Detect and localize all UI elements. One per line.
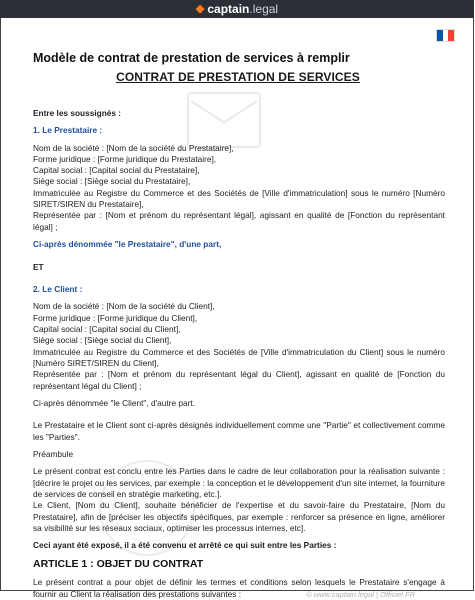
client-line: Forme juridique : [Forme juridique du Client],	[33, 312, 198, 323]
preambule-paragraph: Le Client, [Nom du Client], souhaite bénéficier de l'expertise et du savoir-faire du Prestataire, [Nom du Prestataire], afin de [préciser les objectifs spécifiques, par exemple : renforcer sa présence en ligne, améliorer sa visibilité sur les réseaux sociaux, optimiser les processus internes, etc].	[33, 500, 445, 533]
prestataire-line: Forme juridique : [Forme juridique du Prestataire],	[33, 153, 217, 164]
client-line: Capital social : [Capital social du Client],	[33, 324, 181, 335]
client-denomination: Ci-après dénommée "le Client", d'autre part.	[33, 397, 195, 408]
parties-definition: Le Prestataire et le Client sont ci-après désignés individuellement comme une "Partie" et collectivement comme les "Parties".	[33, 420, 445, 442]
contract-body	[33, 102, 445, 600]
prestataire-line: Siège social : [Siège social du Prestataire],	[33, 176, 191, 187]
brand-tld: .legal	[249, 2, 279, 16]
brand-name: captain	[207, 2, 250, 16]
preambule-paragraph: Le présent contrat est conclu entre les Parties dans le cadre de leur collaboration pour la réalisation suivante : [décrire le projet ou les services, par exemple : la conception et le développement d'un site internet, la fourniture de services de conseil en stratégie marketing, etc.].	[33, 466, 445, 499]
client-line: Représentée par : [Nom et prénom du représentant légal du Client], agissant en qualité de [Fonction du représentant légal du Client] ;	[33, 369, 445, 391]
article-1-text: Le présent contrat a pour objet de définir les termes et conditions selon lesquels le Prestataire s'engage à fournir au Client la réalisation des prestations suivantes :	[33, 577, 445, 599]
captain-logo-icon: ◆	[195, 2, 205, 15]
document-title: Modèle de contrat de prestation de services à remplir	[33, 51, 350, 65]
prestataire-line: Représentée par : [Nom et prénom du représentant légal], agissant en qualité de [Fonction du représentant légal] ;	[33, 210, 445, 232]
prestataire-denomination: Ci-après dénommée "le Prestataire", d'une part,	[33, 238, 222, 249]
prestataire-line: Immatriculée au Registre du Commerce et des Sociétés de [Ville d'immatriculation] sous le numéro [Numéro SIRET/SIREN du Prestataire],	[33, 187, 445, 210]
prestataire-line: Nom de la société : [Nom de la société du Prestataire],	[33, 142, 234, 153]
ceci-ayant-ete-expose: Ceci ayant été exposé, il a été convenu et arrêté ce qui suit entre les Parties :	[33, 540, 337, 551]
client-heading: 2. Le Client :	[33, 284, 83, 295]
document-page	[0, 18, 474, 599]
prestataire-line: Capital social : [Capital social du Prestataire],	[33, 165, 200, 176]
preambule-title: Préambule	[33, 449, 74, 460]
client-line: Siège social : [Siège social du Client],	[33, 335, 172, 346]
client-line: Nom de la société : [Nom de la société du Client],	[33, 301, 215, 312]
et-separator: ET	[33, 261, 44, 272]
footer-watermark: © www.captain.legal | Officiel FR	[306, 590, 415, 599]
article-1-heading: ARTICLE 1 : OBJET DU CONTRAT	[33, 558, 204, 571]
entre-les-soussignes: Entre les soussignés :	[33, 108, 122, 118]
top-bar	[0, 0, 474, 18]
contract-title: CONTRAT DE PRESTATION DE SERVICES	[116, 70, 360, 84]
captain-legal-logo[interactable]	[196, 2, 278, 16]
client-line: Immatriculée au Registre du Commerce et des Sociétés de [Ville d'immatriculation du Client] sous le numéro [Numéro SIRET/SIREN du Client],	[33, 346, 445, 368]
prestataire-heading: 1. Le Prestataire :	[33, 125, 103, 136]
french-flag-icon[interactable]	[436, 29, 455, 42]
